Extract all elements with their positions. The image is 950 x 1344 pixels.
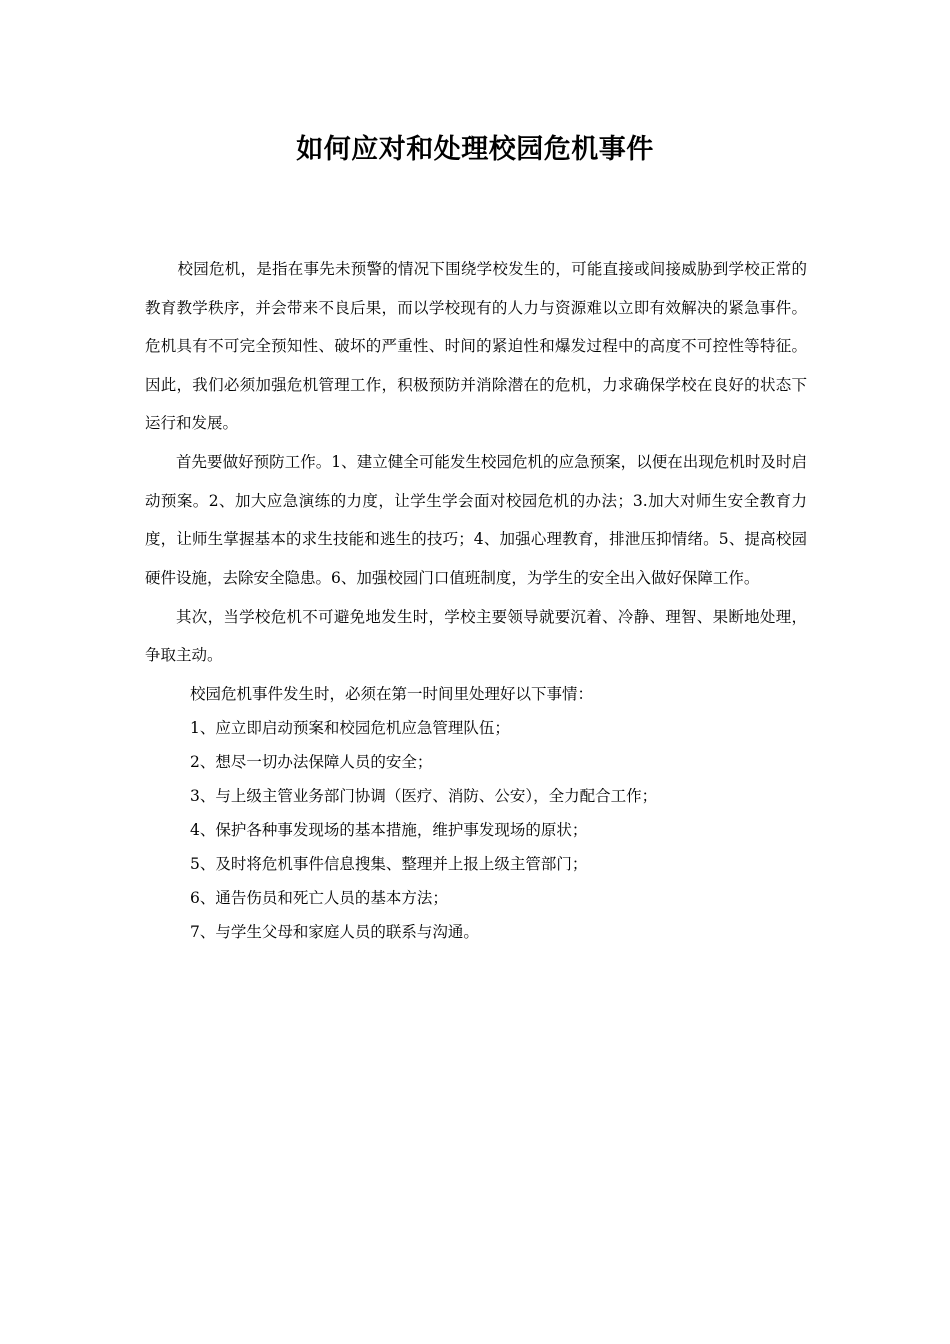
- list-item: 5、及时将危机事件信息搜集、整理并上报上级主管部门；: [190, 854, 588, 873]
- action-list: [145, 711, 807, 949]
- document-body: [145, 250, 807, 949]
- list-item: 4、保护各种事发现场的基本措施，维护事发现场的原状；: [190, 820, 588, 839]
- paragraph-response: 其次，当学校危机不可避免地发生时，学校主要领导就要沉着、冷静、理智、果断地处理，争取主动。: [145, 607, 807, 664]
- paragraph-definition: 校园危机，是指在事先未预警的情况下围绕学校发生的，可能直接或间接威胁到学校正常的教育教学秩序，并会带来不良后果，而以学校现有的人力与资源难以立即有效解决的紧急事件。危机具有不可完全预知性、破坏的严重性、时间的紧迫性和爆发过程中的高度不可控性等特征。因此，我们必须加强危机管理工作，积极预防并消除潜在的危机，力求确保学校在良好的状态下运行和发展。: [145, 260, 807, 432]
- list-item: 2、想尽一切办法保障人员的安全；: [190, 752, 433, 771]
- list-item: 1、应立即启动预案和校园危机应急管理队伍；: [190, 718, 510, 737]
- document-title: 如何应对和处理校园危机事件: [296, 134, 654, 165]
- list-item: 6、通告伤员和死亡人员的基本方法；: [190, 888, 448, 907]
- list-item: 7、与学生父母和家庭人员的联系与沟通。: [190, 922, 479, 941]
- paragraph-prevention: 首先要做好预防工作。1、建立健全可能发生校园危机的应急预案，以便在出现危机时及时启动预案。2、加大应急演练的力度，让学生学会面对校园危机的办法；3.加大对师生安全教育力度，让师生掌握基本的求生技能和逃生的技巧；4、加强心理教育，排泄压抑情绪。5、提高校园硬件设施，去除安全隐患。6、加强校园门口值班制度，为学生的安全出入做好保障工作。: [145, 453, 807, 587]
- list-intro: 校园危机事件发生时，必须在第一时间里处理好以下事情：: [190, 684, 594, 703]
- list-item: 3、与上级主管业务部门协调（医疗、消防、公安），全力配合工作；: [190, 786, 658, 805]
